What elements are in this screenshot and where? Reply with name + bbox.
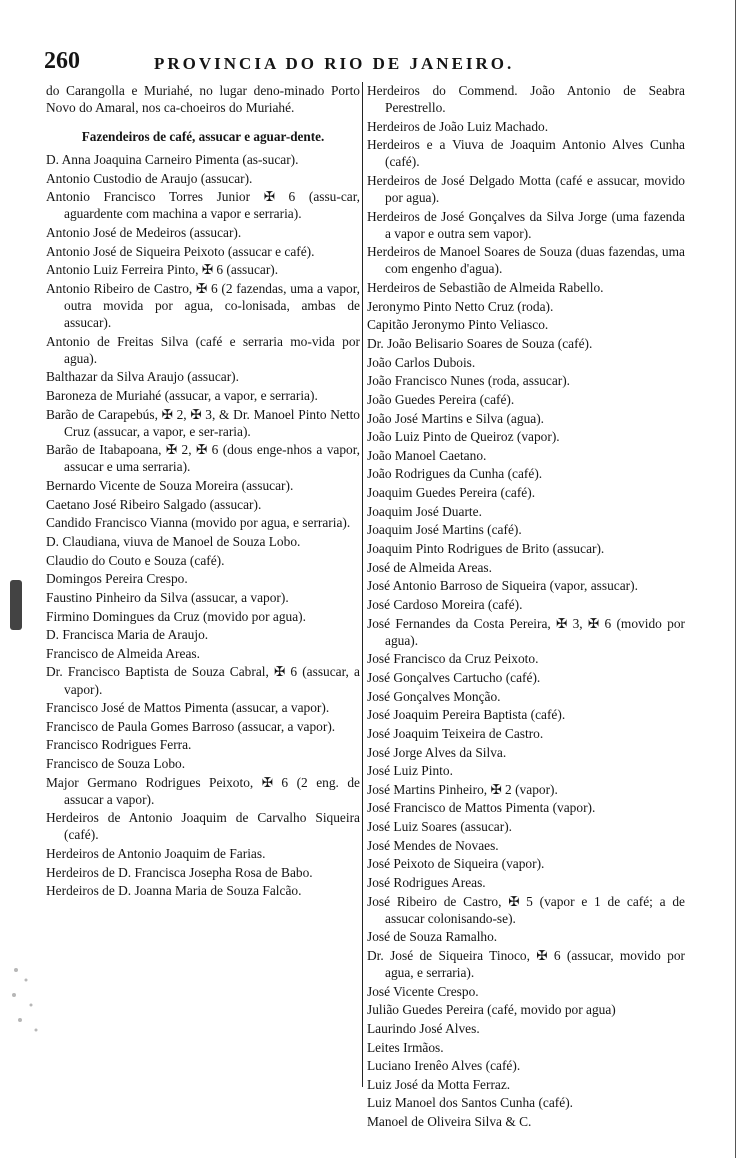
list-item: Luciano Irenêo Alves (café). <box>367 1058 521 1074</box>
margin-ink-mark <box>10 580 22 630</box>
section-heading: Fazendeiros de café, assucar e aguar-dente. <box>81 129 325 145</box>
list-item: José Fernandes da Costa Pereira, ✠ 3, ✠ 6 (movido por agua). <box>367 615 685 648</box>
intro-text: do Carangolla e Muriahé, no lugar deno-minado Porto Novo do Amaral, nos ca-choeiros do Muriahé. <box>46 83 360 116</box>
list-item: Herdeiros e a Viuva de Joaquim Antonio Alves Cunha (café). <box>367 137 685 170</box>
list-item: José Gonçalves Monção. <box>367 688 501 704</box>
list-item: Antonio José de Medeiros (assucar). <box>46 225 242 241</box>
list-item: José Cardoso Moreira (café). <box>367 596 523 612</box>
list-item: Francisco de Souza Lobo. <box>46 756 186 772</box>
list-item: Herdeiros de José Gonçalves da Silva Jorge (uma fazenda a vapor e outra sem vapor). <box>367 208 685 241</box>
list-item: José Vicente Crespo. <box>367 983 479 999</box>
page-smudge <box>6 960 46 1040</box>
list-item: Herdeiros do Commend. João Antonio de Seabra Perestrello. <box>367 83 685 116</box>
list-item: Leites Irmãos. <box>367 1039 444 1055</box>
left-entry-list <box>46 151 360 899</box>
list-item: Antonio Custodio de Araujo (assucar). <box>46 170 253 186</box>
list-item: Herdeiros de Manoel Soares de Souza (duas fazendas, uma com engenho d'agua). <box>367 244 685 277</box>
list-item: Jeronymo Pinto Netto Cruz (roda). <box>367 298 554 314</box>
list-item: João Carlos Dubois. <box>367 354 476 370</box>
list-item: José Joaquim Teixeira de Castro. <box>367 725 544 741</box>
list-item: Herdeiros de João Luiz Machado. <box>367 118 549 134</box>
list-item: D. Claudiana, viuva de Manoel de Souza Lobo. <box>46 533 301 549</box>
list-item: Claudio do Couto e Souza (café). <box>46 552 225 568</box>
list-item: Joaquim José Duarte. <box>367 503 482 519</box>
list-item: José Luiz Soares (assucar). <box>367 819 513 835</box>
list-item: Francisco Rodrigues Ferra. <box>46 737 192 753</box>
list-item: Herdeiros de Antonio Joaquim de Farias. <box>46 846 266 862</box>
list-item: José Peixoto de Siqueira (vapor). <box>367 856 545 872</box>
list-item: José Ribeiro de Castro, ✠ 5 (vapor e 1 de café; a de assucar colonisando-se). <box>367 893 685 926</box>
list-item: Francisco de Paula Gomes Barroso (assucar, a vapor). <box>46 718 336 734</box>
list-item: Antonio de Freitas Silva (café e serraria mo-vida por agua). <box>46 333 360 366</box>
list-item: Dr. João Belisario Soares de Souza (café). <box>367 336 593 351</box>
list-item: Antonio Francisco Torres Junior ✠ 6 (assu-car, aguardente com machina a vapor e serraria). <box>46 189 360 222</box>
list-item: Francisco de Almeida Areas. <box>46 645 200 661</box>
list-item: João Manoel Caetano. <box>367 447 487 463</box>
list-item: Francisco José de Mattos Pimenta (assucar, a vapor). <box>46 700 330 716</box>
list-item: Barão de Carapebús, ✠ 2, ✠ 3, & Dr. Manoel Pinto Netto Cruz (assucar, a vapor, e ser-raria). <box>46 406 360 439</box>
list-item: Luiz José da Motta Ferraz. <box>367 1076 511 1092</box>
page-number: 260 <box>44 48 80 74</box>
list-item: Herdeiros de D. Joanna Maria de Souza Falcão. <box>46 883 302 899</box>
page-edge-rule <box>735 0 736 1158</box>
list-item: Antonio Ribeiro de Castro, ✠ 6 (2 fazendas, uma a vapor, outra movida por agua, co-lonisada, ambas de assucar). <box>46 280 360 331</box>
list-item: José Martins Pinheiro, ✠ 2 (vapor). <box>367 781 558 797</box>
list-item: Barão de Itabapoana, ✠ 2, ✠ 6 (dous enge-nhos a vapor, assucar e uma serraria). <box>46 442 360 475</box>
list-item: José Luiz Pinto. <box>367 763 453 779</box>
list-item: Joaquim Guedes Pereira (café). <box>367 485 536 501</box>
list-item: José Gonçalves Cartucho (café). <box>367 669 541 685</box>
list-item: Herdeiros de Sebastião de Almeida Rabello. <box>367 280 604 296</box>
list-item: Baroneza de Muriahé (assucar, a vapor, e serraria). <box>46 388 318 404</box>
list-item: José Joaquim Pereira Baptista (café). <box>367 707 566 723</box>
list-item: Balthazar da Silva Araujo (assucar). <box>46 369 239 385</box>
list-item: Bernardo Vicente de Souza Moreira (assucar). <box>46 478 294 494</box>
left-column <box>46 82 360 901</box>
list-item: D. Francisca Maria de Araujo. <box>46 627 209 643</box>
list-item: João Rodrigues da Cunha (café). <box>367 466 543 482</box>
column-divider <box>362 82 363 1087</box>
list-item: Joaquim Pinto Rodrigues de Brito (assucar). <box>367 541 605 557</box>
list-item: João Luiz Pinto de Queiroz (vapor). <box>367 429 560 445</box>
list-item: João José Martins e Silva (agua). <box>367 410 545 426</box>
list-item: Firmino Domingues da Cruz (movido por agua). <box>46 608 306 624</box>
list-item: Dr. José de Siqueira Tinoco, ✠ 6 (assucar, movido por agua, e serraria). <box>367 947 685 980</box>
list-item: Candido Francisco Vianna (movido por agua, e serraria). <box>46 515 351 531</box>
list-item: José Mendes de Novaes. <box>367 837 499 853</box>
right-column <box>367 82 685 1132</box>
list-item: José Rodrigues Areas. <box>367 874 486 890</box>
list-item: Major Germano Rodrigues Peixoto, ✠ 6 (2 eng. de assucar a vapor). <box>46 774 360 807</box>
list-item: Laurindo José Alves. <box>367 1020 480 1036</box>
list-item: José de Souza Ramalho. <box>367 929 498 945</box>
list-item: Luiz Manoel dos Santos Cunha (café). <box>367 1095 574 1111</box>
list-item: Domingos Pereira Crespo. <box>46 571 188 587</box>
list-item: José de Almeida Areas. <box>367 559 492 575</box>
page-header <box>44 48 684 78</box>
list-item: Antonio Luiz Ferreira Pinto, ✠ 6 (assucar). <box>46 262 279 278</box>
list-item: Julião Guedes Pereira (café, movido por agua) <box>367 1002 616 1018</box>
right-entry-list <box>367 82 685 1130</box>
list-item: João Francisco Nunes (roda, assucar). <box>367 373 571 389</box>
list-item: D. Anna Joaquina Carneiro Pimenta (as-sucar). <box>46 152 299 168</box>
list-item: Caetano José Ribeiro Salgado (assucar). <box>46 496 262 512</box>
list-item: Faustino Pinheiro da Silva (assucar, a vapor). <box>46 589 289 605</box>
list-item: José Antonio Barroso de Siqueira (vapor, assucar). <box>367 578 638 594</box>
list-item: José Jorge Alves da Silva. <box>367 744 507 760</box>
list-item: Capitão Jeronymo Pinto Veliasco. <box>367 317 549 333</box>
list-item: Herdeiros de José Delgado Motta (café e assucar, movido por agua). <box>367 173 685 206</box>
running-title: PROVINCIA DO RIO DE JANEIRO. <box>154 54 515 73</box>
list-item: José Francisco de Mattos Pimenta (vapor). <box>367 800 596 816</box>
list-item: Herdeiros de D. Francisca Josepha Rosa de Babo. <box>46 864 313 880</box>
list-item: Dr. Francisco Baptista de Souza Cabral, ✠ 6 (assucar, a vapor). <box>46 664 360 697</box>
list-item: Antonio José de Siqueira Peixoto (assucar e café). <box>46 243 315 259</box>
list-item: João Guedes Pereira (café). <box>367 391 515 407</box>
list-item: Herdeiros de Antonio Joaquim de Carvalho Siqueira (café). <box>46 810 360 843</box>
list-item: Joaquim José Martins (café). <box>367 522 522 538</box>
list-item: Manoel de Oliveira Silva & C. <box>367 1114 532 1130</box>
list-item: José Francisco da Cruz Peixoto. <box>367 651 539 667</box>
